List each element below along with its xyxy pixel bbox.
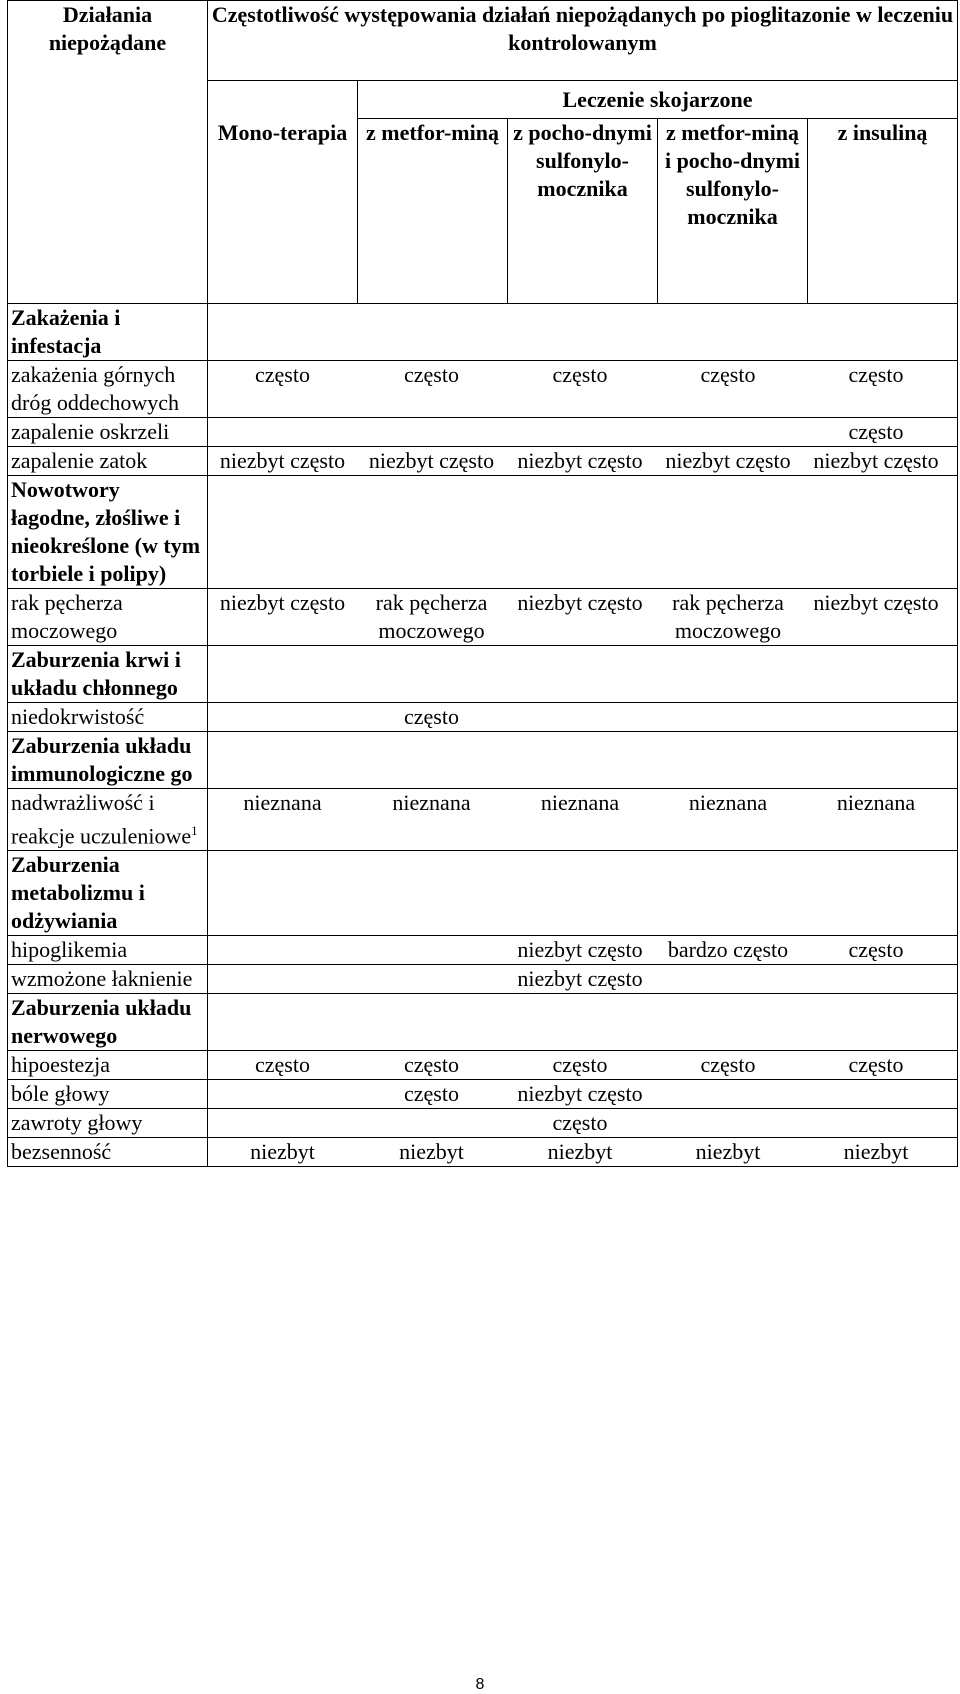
frequency-cell bbox=[208, 703, 357, 731]
category-row bbox=[8, 646, 958, 703]
footnote-marker: 1 bbox=[191, 823, 198, 838]
frequency-cell: niezbyt bbox=[695, 1139, 761, 1165]
frequency-cells bbox=[208, 703, 958, 732]
category-empty-cell bbox=[208, 732, 958, 789]
frequency-cell bbox=[802, 1080, 950, 1108]
frequency-cell: często bbox=[552, 362, 608, 387]
frequency-cell bbox=[654, 1080, 802, 1108]
table-row bbox=[8, 936, 958, 965]
frequency-cells bbox=[208, 1138, 958, 1167]
frequency-cell: niezbyt często bbox=[517, 966, 643, 992]
frequency-cell bbox=[506, 703, 654, 731]
subheader-metformin-sulfonylurea: z metfor-miną i pocho-dnymi sulfonylo-mocznika bbox=[658, 119, 808, 304]
frequency-cell bbox=[654, 418, 802, 446]
category-label: Zakażenia i infestacja bbox=[8, 304, 208, 361]
frequency-cell: często bbox=[552, 1052, 608, 1078]
subheader-insulin: z insuliną bbox=[808, 119, 958, 304]
row-label bbox=[8, 703, 208, 732]
frequency-cells bbox=[208, 361, 958, 418]
frequency-cell bbox=[802, 965, 950, 993]
frequency-cell bbox=[208, 936, 357, 964]
header-column-label: Działania niepożądane bbox=[8, 1, 208, 304]
frequency-cell: nieznana bbox=[540, 790, 620, 815]
frequency-cells bbox=[208, 1051, 958, 1080]
frequency-cells bbox=[208, 936, 958, 965]
category-label: Zaburzenia układu nerwowego bbox=[8, 994, 208, 1051]
category-label: Nowotwory łagodne, złośliwe i nieokreślone (w tym torbiele i polipy) bbox=[8, 476, 208, 589]
frequency-cells bbox=[208, 589, 958, 646]
category-label: Zaburzenia układu immunologiczne go bbox=[8, 732, 208, 789]
frequency-cell: niezbyt często bbox=[219, 448, 346, 473]
row-label bbox=[8, 1109, 208, 1138]
frequency-cells bbox=[208, 965, 958, 994]
frequency-cell: niezbyt często bbox=[517, 937, 643, 963]
frequency-cells bbox=[208, 418, 958, 447]
category-row bbox=[8, 304, 958, 361]
frequency-cell: często bbox=[848, 937, 904, 963]
category-empty-cell bbox=[208, 476, 958, 589]
row-label bbox=[8, 361, 208, 418]
frequency-cell: niezbyt często bbox=[517, 1081, 643, 1107]
frequency-cell: często bbox=[404, 1081, 459, 1107]
frequency-cell bbox=[357, 1109, 506, 1137]
frequency-cells bbox=[208, 789, 958, 851]
frequency-cell: często bbox=[848, 1052, 904, 1078]
frequency-cell bbox=[802, 703, 950, 731]
row-label-text: bóle głowy bbox=[11, 1081, 110, 1107]
category-label: Zaburzenia metabolizmu i odżywiania bbox=[8, 851, 208, 936]
row-label-text: rak pęcherza moczowego bbox=[11, 590, 123, 643]
frequency-cell: niezbyt często bbox=[517, 590, 643, 615]
header-row-title bbox=[8, 1, 958, 81]
subheader-metformin: z metfor-miną bbox=[358, 119, 508, 304]
row-label-text: nadwrażliwość i reakcje uczuleniowe bbox=[11, 790, 192, 849]
frequency-cell: niezbyt często bbox=[665, 448, 791, 473]
row-label-text: zawroty głowy bbox=[11, 1110, 143, 1136]
category-row bbox=[8, 851, 958, 936]
category-row bbox=[8, 994, 958, 1051]
subheader-sulfonylurea: z pocho-dnymi sulfonylo-mocznika bbox=[508, 119, 658, 304]
frequency-cell: niezbyt często bbox=[813, 448, 939, 473]
row-label bbox=[8, 418, 208, 447]
category-label: Zaburzenia krwi i układu chłonnego bbox=[8, 646, 208, 703]
row-label bbox=[8, 1051, 208, 1080]
category-row bbox=[8, 476, 958, 589]
frequency-cell: często bbox=[255, 1052, 310, 1078]
row-label-text: zapalenie oskrzeli bbox=[11, 419, 170, 444]
category-row bbox=[8, 732, 958, 789]
frequency-cell: niezbyt często bbox=[517, 448, 643, 473]
frequency-cell bbox=[208, 965, 357, 993]
table-row bbox=[8, 1080, 958, 1109]
frequency-cell: nieznana bbox=[392, 790, 471, 815]
frequency-cell: niezbyt często bbox=[813, 590, 939, 615]
table-row bbox=[8, 1138, 958, 1167]
table-row bbox=[8, 361, 958, 418]
frequency-cell: niezbyt bbox=[250, 1139, 315, 1165]
row-label-text: wzmożone łaknienie bbox=[11, 966, 193, 992]
row-label bbox=[8, 1138, 208, 1167]
frequency-cell: niezbyt często bbox=[219, 590, 346, 615]
row-label bbox=[8, 965, 208, 994]
frequency-cell: niezbyt bbox=[547, 1139, 613, 1165]
frequency-cell: rak pęcherza moczowego bbox=[672, 590, 784, 643]
frequency-cells bbox=[208, 447, 958, 476]
frequency-cell: nieznana bbox=[243, 790, 322, 815]
frequency-cell bbox=[506, 418, 654, 446]
frequency-cells bbox=[208, 1080, 958, 1109]
frequency-cell bbox=[654, 965, 802, 993]
frequency-cells bbox=[208, 1109, 958, 1138]
frequency-cell: niezbyt bbox=[843, 1139, 909, 1165]
frequency-cell: często bbox=[404, 1052, 459, 1078]
frequency-cell bbox=[654, 703, 802, 731]
frequency-cell bbox=[208, 1080, 357, 1108]
table-row bbox=[8, 589, 958, 646]
category-empty-cell bbox=[208, 994, 958, 1051]
row-label-text: hipoglikemia bbox=[11, 937, 128, 963]
category-empty-cell bbox=[208, 304, 958, 361]
row-label bbox=[8, 589, 208, 646]
table-row bbox=[8, 447, 958, 476]
combined-therapy-header: Leczenie skojarzone bbox=[358, 81, 958, 119]
frequency-cell: niezbyt bbox=[399, 1139, 464, 1165]
frequency-cell: często bbox=[255, 362, 310, 387]
row-label-text: hipoestezja bbox=[11, 1052, 110, 1078]
row-label bbox=[8, 936, 208, 965]
category-empty-cell bbox=[208, 646, 958, 703]
row-label-text: bezsenność bbox=[11, 1139, 112, 1165]
frequency-cell bbox=[357, 936, 506, 964]
frequency-cell: nieznana bbox=[836, 790, 916, 815]
frequency-cell: często bbox=[848, 362, 904, 387]
table-title: Częstotliwość występowania działań niepożądanych po pioglitazonie w leczeniu kontrolowanym bbox=[208, 1, 958, 81]
frequency-cell: często bbox=[700, 1052, 756, 1078]
frequency-cell: często bbox=[848, 419, 904, 444]
row-label-text: zapalenie zatok bbox=[11, 448, 148, 473]
frequency-cell bbox=[802, 1109, 950, 1137]
table-row bbox=[8, 418, 958, 447]
frequency-cell bbox=[357, 418, 506, 446]
frequency-cell bbox=[208, 1109, 357, 1137]
row-label bbox=[8, 1080, 208, 1109]
table-row bbox=[8, 1051, 958, 1080]
frequency-cell: często bbox=[700, 362, 756, 387]
frequency-cell bbox=[654, 1109, 802, 1137]
page-number: 8 bbox=[475, 1676, 485, 1693]
row-label-text: zakażenia górnych dróg oddechowych bbox=[11, 362, 180, 415]
row-label-text: niedokrwistość bbox=[11, 704, 145, 729]
table-row bbox=[8, 789, 958, 851]
frequency-cell bbox=[357, 965, 506, 993]
header-empty-cell bbox=[208, 81, 358, 119]
row-label bbox=[8, 447, 208, 476]
frequency-cell bbox=[208, 418, 357, 446]
row-label bbox=[8, 789, 208, 851]
frequency-cell: często bbox=[404, 362, 459, 387]
table-row bbox=[8, 1109, 958, 1138]
frequency-cell: często bbox=[552, 1110, 608, 1136]
table-row bbox=[8, 965, 958, 994]
frequency-cell: niezbyt często bbox=[368, 448, 495, 473]
frequency-cell: nieznana bbox=[688, 790, 768, 815]
subheader-monotherapy: Mono-terapia bbox=[208, 119, 358, 304]
frequency-cell: często bbox=[404, 704, 459, 729]
frequency-cell: bardzo często bbox=[667, 937, 789, 963]
category-empty-cell bbox=[208, 851, 958, 936]
table-row bbox=[8, 703, 958, 732]
adverse-effects-table bbox=[7, 0, 958, 1167]
frequency-cell: rak pęcherza moczowego bbox=[375, 590, 488, 643]
